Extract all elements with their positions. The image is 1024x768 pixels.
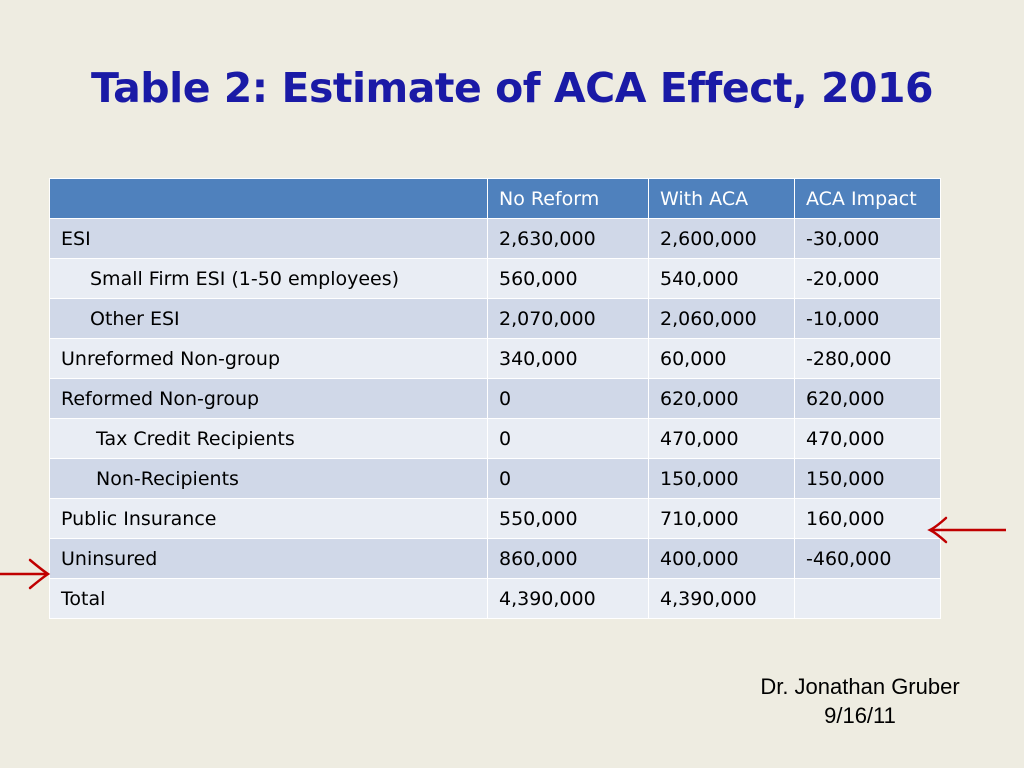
column-header-aca-impact: ACA Impact	[795, 179, 941, 219]
with-aca-value: 470,000	[649, 419, 795, 459]
table-header-row	[50, 179, 941, 219]
no-reform-value: 2,630,000	[488, 219, 649, 259]
with-aca-value: 620,000	[649, 379, 795, 419]
aca-impact-value: -20,000	[795, 259, 941, 299]
column-header-label	[50, 179, 488, 219]
slide-title: Table 2: Estimate of ACA Effect, 2016	[90, 64, 934, 112]
with-aca-value: 60,000	[649, 339, 795, 379]
table-row-non-recipients	[50, 459, 941, 499]
no-reform-value: 4,390,000	[488, 579, 649, 619]
with-aca-value: 710,000	[649, 499, 795, 539]
no-reform-value: 0	[488, 379, 649, 419]
aca-impact-value: 160,000	[795, 499, 941, 539]
table-row-reformed-non-group	[50, 379, 941, 419]
table-row-public-insurance	[50, 499, 941, 539]
aca-impact-value: -30,000	[795, 219, 941, 259]
table-row-small-firm-esi	[50, 259, 941, 299]
table-row-other-esi	[50, 299, 941, 339]
column-header-with-aca: With ACA	[649, 179, 795, 219]
row-label: ESI	[50, 219, 488, 259]
row-label: Other ESI	[50, 299, 488, 339]
aca-impact-value: -280,000	[795, 339, 941, 379]
aca-impact-value	[795, 579, 941, 619]
table-row-unreformed-non-group	[50, 339, 941, 379]
no-reform-value: 550,000	[488, 499, 649, 539]
with-aca-value: 400,000	[649, 539, 795, 579]
author-credit	[730, 672, 990, 730]
table-row-tax-credit-recipients	[50, 419, 941, 459]
no-reform-value: 0	[488, 419, 649, 459]
aca-impact-value: 150,000	[795, 459, 941, 499]
no-reform-value: 560,000	[488, 259, 649, 299]
author-name: Dr. Jonathan Gruber	[760, 674, 960, 699]
row-label: Unreformed Non-group	[50, 339, 488, 379]
row-label: Non-Recipients	[50, 459, 488, 499]
slide-date: 9/16/11	[824, 703, 896, 728]
row-label: Small Firm ESI (1-50 employees)	[50, 259, 488, 299]
no-reform-value: 0	[488, 459, 649, 499]
row-label: Public Insurance	[50, 499, 488, 539]
with-aca-value: 4,390,000	[649, 579, 795, 619]
table-row-esi	[50, 219, 941, 259]
table-row-uninsured	[50, 539, 941, 579]
aca-impact-value: -10,000	[795, 299, 941, 339]
left-arrow-icon	[926, 515, 1010, 545]
with-aca-value: 2,060,000	[649, 299, 795, 339]
with-aca-value: 150,000	[649, 459, 795, 499]
with-aca-value: 2,600,000	[649, 219, 795, 259]
aca-impact-value: -460,000	[795, 539, 941, 579]
row-label: Uninsured	[50, 539, 488, 579]
no-reform-value: 2,070,000	[488, 299, 649, 339]
right-arrow-icon	[0, 557, 52, 591]
aca-effect-table	[49, 178, 941, 619]
column-header-no-reform: No Reform	[488, 179, 649, 219]
aca-impact-value: 470,000	[795, 419, 941, 459]
aca-impact-value: 620,000	[795, 379, 941, 419]
row-label: Tax Credit Recipients	[50, 419, 488, 459]
no-reform-value: 340,000	[488, 339, 649, 379]
row-label: Reformed Non-group	[50, 379, 488, 419]
row-label: Total	[50, 579, 488, 619]
table-row-total	[50, 579, 941, 619]
no-reform-value: 860,000	[488, 539, 649, 579]
with-aca-value: 540,000	[649, 259, 795, 299]
